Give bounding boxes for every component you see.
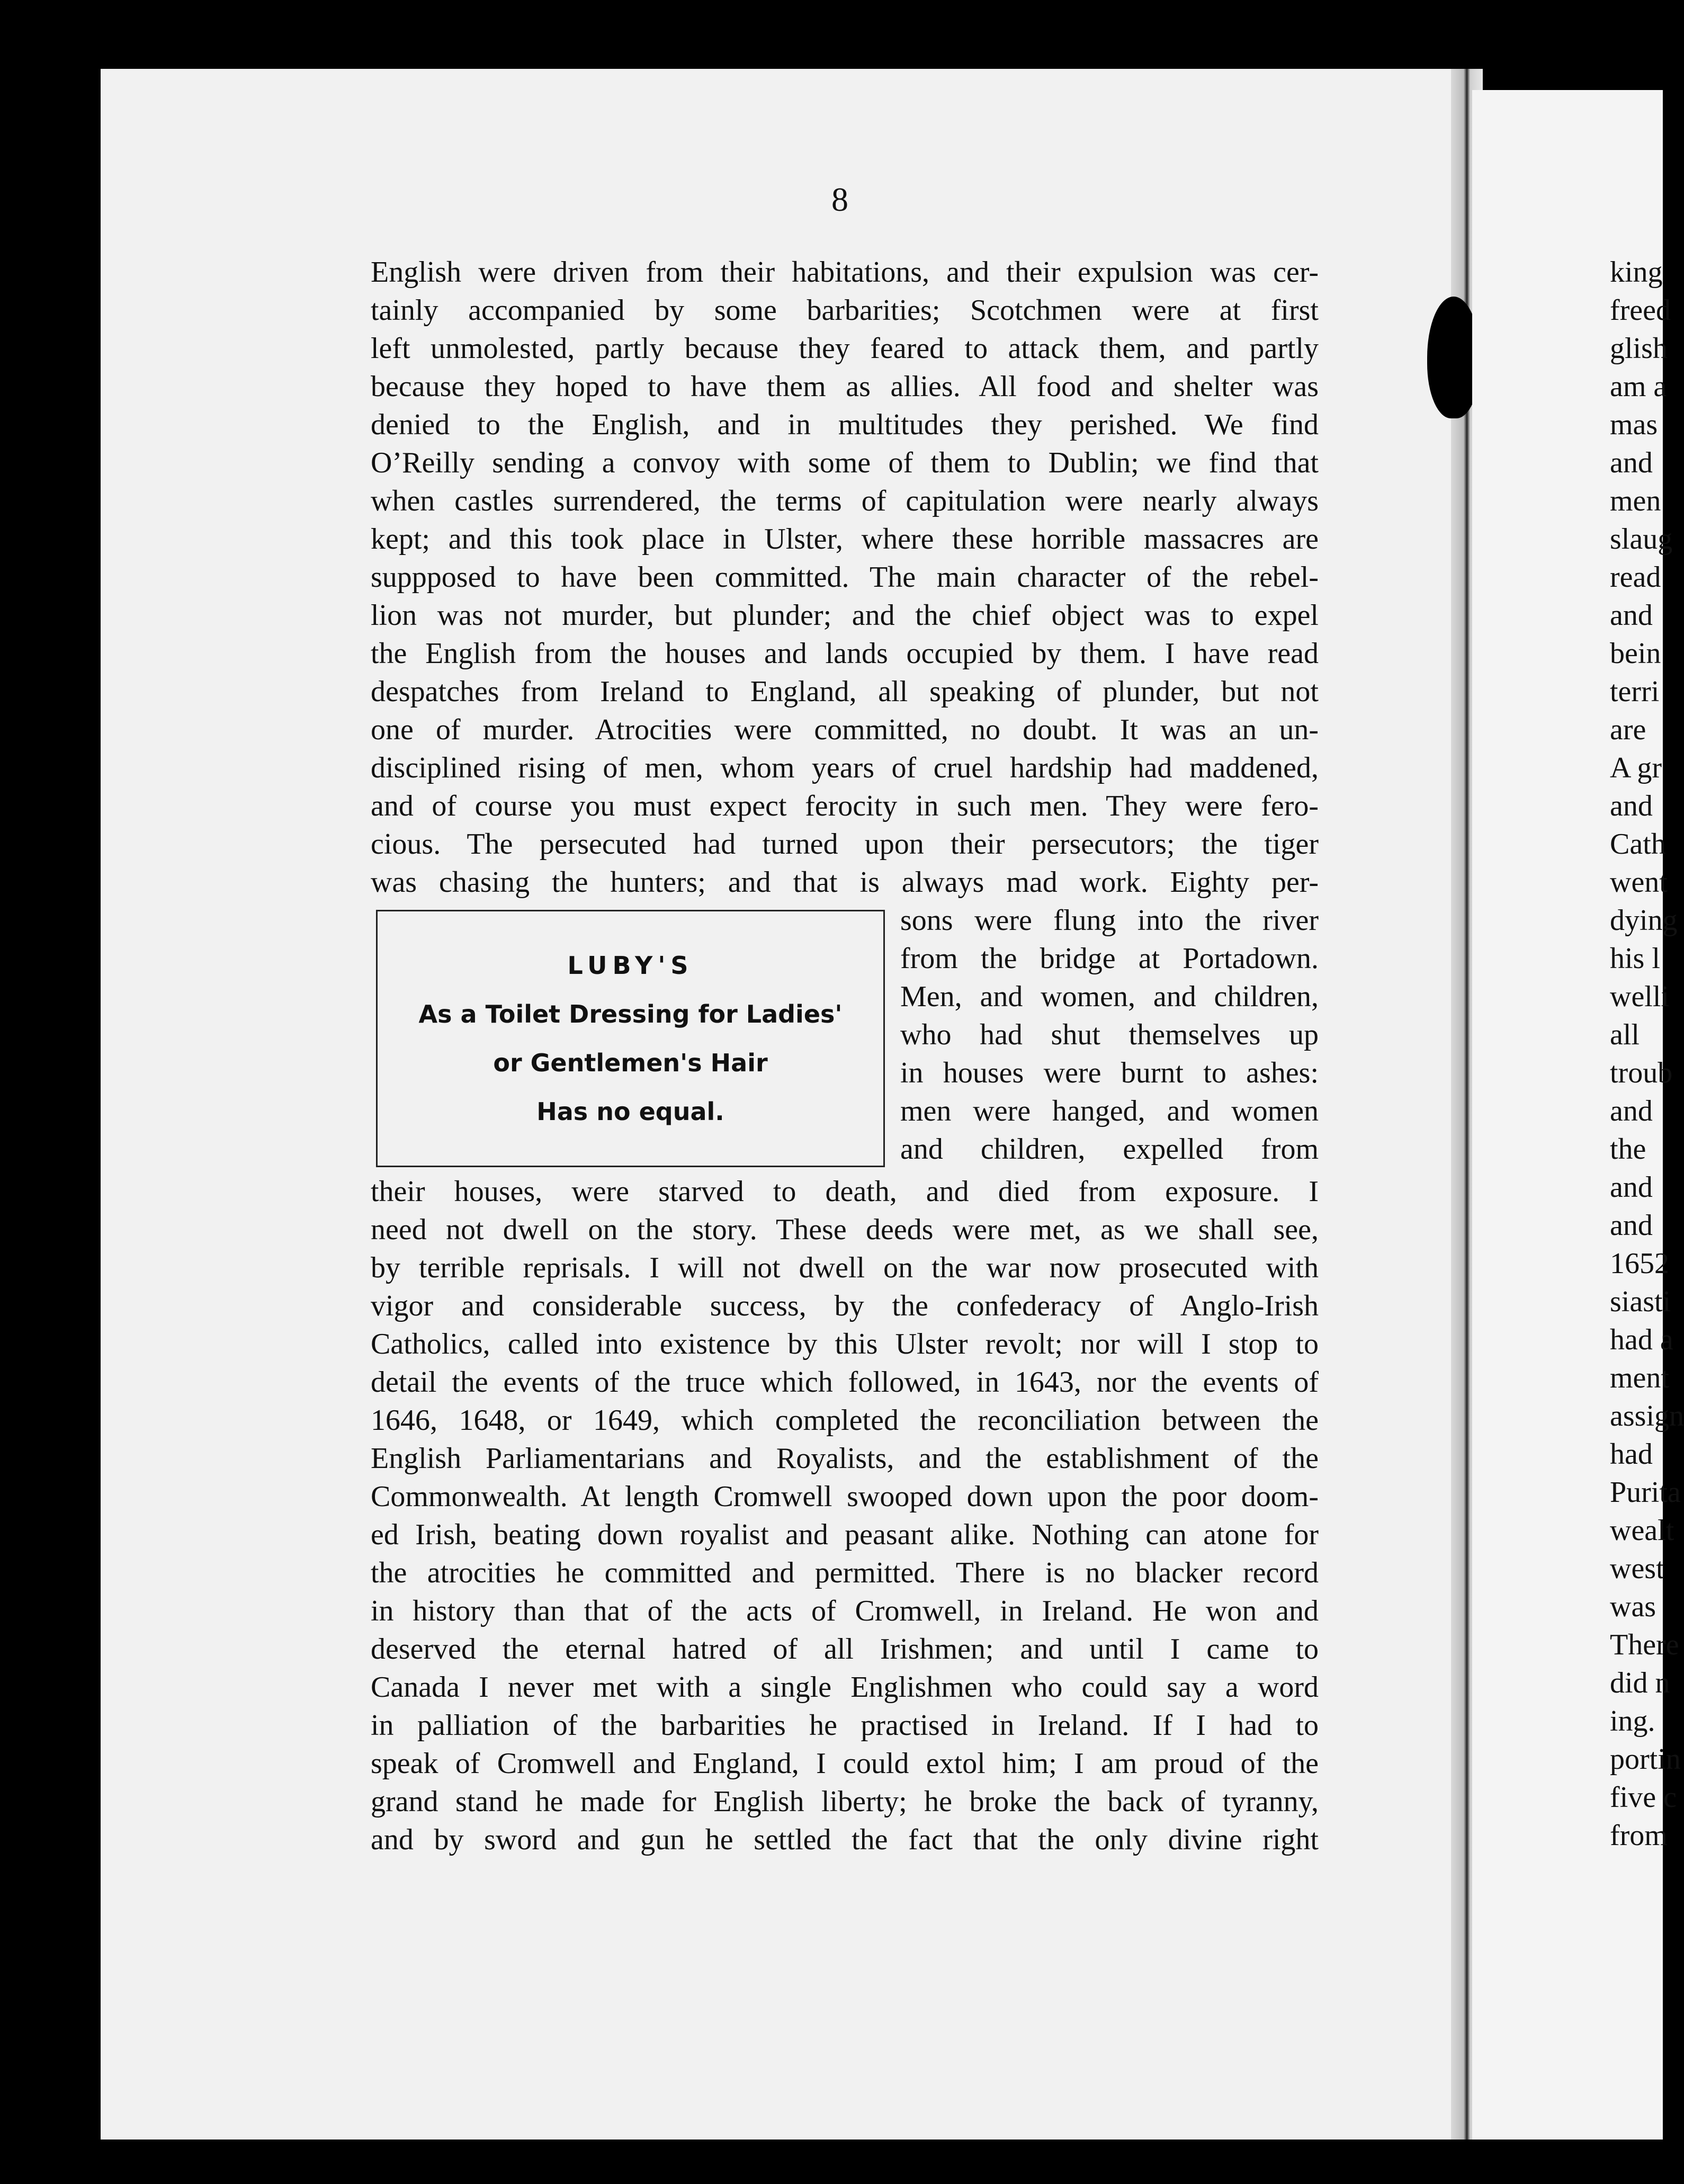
right-page-fragment: am a [1610,370,1667,403]
text-line: the English from the houses and lands occupied by them. I have read [371,637,1319,670]
right-page-fragment: portin [1610,1743,1681,1776]
right-page-fragment: welli [1610,980,1669,1013]
right-page-fragment: siasti [1610,1285,1671,1318]
text-line: deserved the eternal hatred of all Irishmen; and until I came to [371,1633,1319,1666]
advertisement-box [376,910,885,1167]
text-line: English were driven from their habitations, and their expulsion was cer- [371,256,1319,289]
text-line: men were hanged, and women [900,1095,1319,1127]
text-line: grand stand he made for English liberty; he broke the back of tyranny, [371,1785,1319,1818]
text-line: detail the events of the truce which followed, in 1643, nor the events of [371,1366,1319,1399]
ad-title: LUBY'S [567,951,694,980]
right-page-fragment: west [1610,1552,1664,1585]
text-line: and by sword and gun he settled the fact that the only divine right [371,1823,1319,1856]
text-line: 1646, 1648, or 1649, which completed the reconciliation between the [371,1404,1319,1437]
right-page-fragment: read [1610,561,1661,594]
text-line: cious. The persecuted had turned upon their persecutors; the tiger [371,828,1319,861]
right-page-fragment: went [1610,866,1668,899]
ad-line: Has no equal. [536,1097,724,1126]
text-line: kept; and this took place in Ulster, where these horrible massacres are [371,523,1319,556]
text-line: was chasing the hunters; and that is always mad work. Eighty per- [371,866,1319,899]
right-page-fragment: A gr [1610,751,1662,784]
right-page-fragment: assign [1610,1400,1684,1433]
right-page-fragment: 1652 [1610,1247,1669,1280]
text-line: vigor and considerable success, by the confederacy of Anglo-Irish [371,1290,1319,1322]
ad-line: or Gentlemen's Hair [493,1049,768,1077]
text-line: in houses were burnt to ashes: [900,1057,1319,1089]
text-line: in palliation of the barbarities he practised in Ireland. If I had to [371,1709,1319,1742]
right-page-fragment: wealt [1610,1514,1674,1547]
text-line: the atrocities he committed and permitted. There is no blacker record [371,1556,1319,1589]
right-page-fragment: and [1610,1171,1653,1204]
right-page-fragment: and [1610,446,1653,479]
right-page-fragment: freed [1610,294,1671,327]
text-line: in history than that of the acts of Cromwell, in Ireland. He won and [371,1595,1319,1627]
right-page-fragment: the [1610,1133,1646,1166]
text-line: left unmolested, partly because they feared to attack them, and partly [371,332,1319,365]
text-line: by terrible reprisals. I will not dwell on the war now prosecuted with [371,1251,1319,1284]
right-page-fragment: and [1610,1095,1653,1127]
text-line: from the bridge at Portadown. [900,942,1319,975]
text-line: speak of Cromwell and England, I could extol him; I am proud of the [371,1747,1319,1780]
text-line: disciplined rising of men, whom years of cruel hardship had maddened, [371,751,1319,784]
text-line: Catholics, called into existence by this Ulster revolt; nor will I stop to [371,1328,1319,1360]
right-page-fragment: slaug [1610,523,1673,556]
right-page-fragment: and [1610,1209,1653,1242]
text-line: because they hoped to have them as allies. All food and shelter was [371,370,1319,403]
right-page-fragment: had [1610,1438,1653,1471]
right-page-fragment: five c [1610,1781,1677,1814]
text-line: need not dwell on the story. These deeds were met, as we shall see, [371,1213,1319,1246]
text-line: when castles surrendered, the terms of capitulation were nearly always [371,485,1319,517]
right-page-fragment: was [1610,1590,1656,1623]
text-line: Commonwealth. At length Cromwell swooped down upon the poor doom- [371,1480,1319,1513]
text-line: denied to the English, and in multitudes they perished. We find [371,408,1319,441]
text-line: English Parliamentarians and Royalists, and the establishment of the [371,1442,1319,1475]
text-line: Men, and women, and children, [900,980,1319,1013]
right-page-fragment: men [1610,485,1661,517]
text-line: and children, expelled from [900,1133,1319,1166]
right-page-fragment: glish [1610,332,1668,365]
right-page-fragment: Cath [1610,828,1666,861]
text-line: O’Reilly sending a convoy with some of them to Dublin; we find that [371,446,1319,479]
text-line: their houses, were starved to death, and died from exposure. I [371,1175,1319,1208]
right-page-fragment: and [1610,790,1653,822]
text-line: one of murder. Atrocities were committed, no doubt. It was an un- [371,713,1319,746]
right-page-fragment: from [1610,1819,1668,1852]
right-page-fragment: did n [1610,1667,1670,1699]
text-line: despatches from Ireland to England, all speaking of plunder, but not [371,675,1319,708]
text-line: lion was not murder, but plunder; and the chief object was to expel [371,599,1319,632]
right-page-fragment: troub [1610,1057,1673,1089]
right-page-fragment: terri [1610,675,1660,708]
right-page-fragment: bein [1610,637,1661,670]
right-page-fragment: dying [1610,904,1678,937]
right-page-fragment: ing. [1610,1705,1655,1738]
ad-line: As a Toilet Dressing for Ladies' [418,1000,843,1028]
right-page-fragment: ment [1610,1362,1669,1394]
right-page-fragment: king [1610,256,1663,289]
right-page-fragment: There [1610,1628,1679,1661]
page-number: 8 [831,181,848,218]
text-line: sons were flung into the river [900,904,1319,937]
right-page-fragment: had a [1610,1323,1673,1356]
right-page-fragment: Purita [1610,1476,1681,1509]
text-line: ed Irish, beating down royalist and peasant alike. Nothing can atone for [371,1518,1319,1551]
text-line: who had shut themselves up [900,1018,1319,1051]
text-line: and of course you must expect ferocity in such men. They were fero- [371,790,1319,822]
text-line: suppposed to have been committed. The main character of the rebel- [371,561,1319,594]
right-page-fragment: and [1610,599,1653,632]
right-page-fragment: are [1610,713,1646,746]
right-page-fragment: all [1610,1018,1640,1051]
text-line: tainly accompanied by some barbarities; Scotchmen were at first [371,294,1319,327]
right-page-fragment: his l [1610,942,1660,975]
right-page-fragment: mas [1610,408,1658,441]
text-line: Canada I never met with a single Englishmen who could say a word [371,1671,1319,1704]
